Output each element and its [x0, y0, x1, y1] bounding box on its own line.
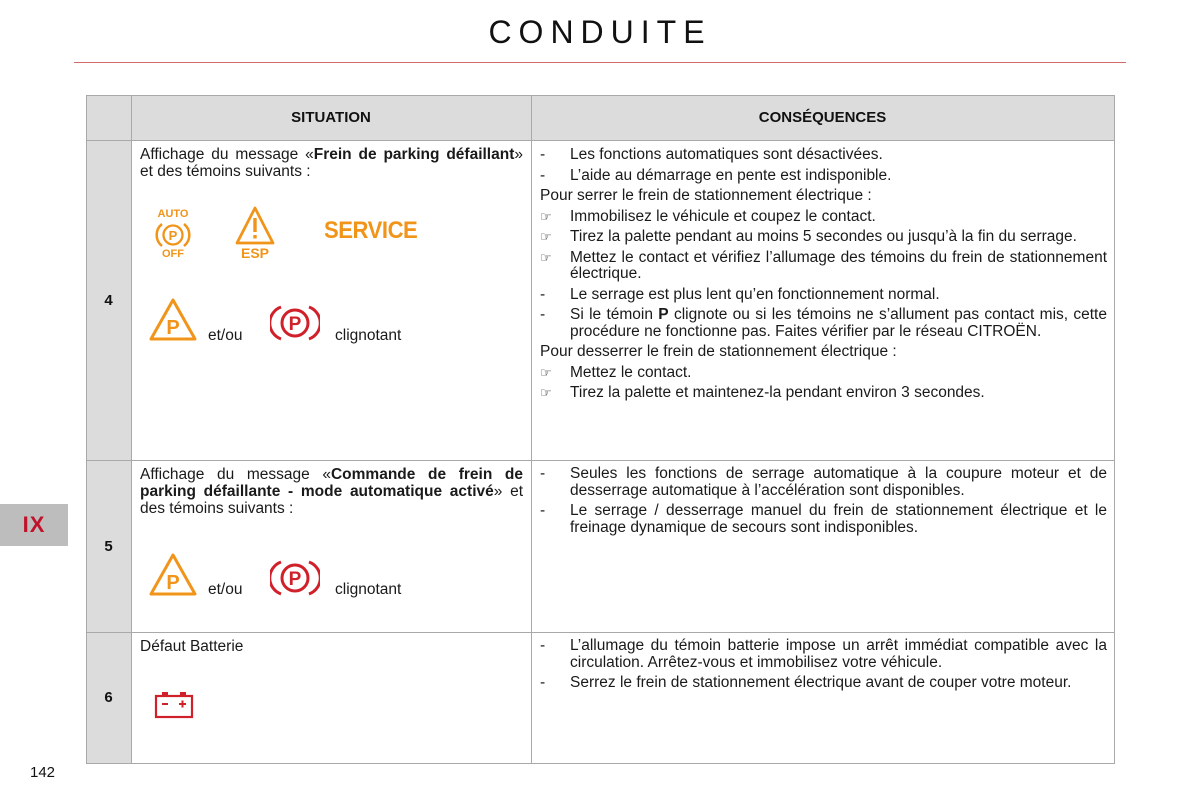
pointing-hand-icon: ☞ — [540, 385, 552, 400]
consequences-4 — [540, 147, 1107, 406]
list-item: - Si le témoin P clignote ou si les témoins ne s’allument pas contact mis, cette procédure ne fonctionne pas. Faites vérifier par le réseau CITROËN. — [540, 306, 1107, 340]
svg-text:P: P — [288, 314, 302, 335]
off-label: OFF — [162, 248, 184, 260]
list-item: - Les fonctions automatiques sont désactivées. — [540, 146, 883, 163]
list-item: - Le serrage est plus lent qu’en fonctionnement normal. — [540, 285, 940, 303]
situation-4-text — [140, 146, 523, 180]
row-number-4: 4 — [104, 292, 113, 309]
svg-text:P: P — [288, 569, 302, 590]
list-item: ☞ Tirez la palette pendant au moins 5 secondes ou jusqu’à la fin du serrage. — [540, 228, 1077, 245]
list-item: ☞ Mettez le contact et vérifiez l’allumage des témoins du frein de stationnement électrique. — [540, 248, 1107, 282]
situation-5-message: Commande de frein de parking défaillante - mode automatique activé — [140, 466, 523, 500]
parking-brake-red-icon — [270, 301, 320, 345]
row-number-5: 5 — [104, 538, 113, 555]
pointing-hand-icon: ☞ — [540, 208, 552, 224]
pointing-hand-icon: ☞ — [540, 229, 552, 244]
chapter-tab: IX — [0, 504, 68, 546]
svg-text:P: P — [166, 317, 180, 339]
row-number-6: 6 — [104, 689, 113, 706]
auto-p-letter: P — [168, 228, 178, 243]
state-blinking: clignotant — [335, 581, 402, 598]
page-title: CONDUITE — [488, 14, 712, 50]
situation-6-text: Défaut Batterie — [140, 638, 244, 655]
parking-warning-triangle-icon — [148, 552, 198, 598]
parking-warning-triangle-icon — [148, 297, 198, 343]
parking-brake-red-icon — [270, 556, 320, 600]
connector-and-or: et/ou — [208, 581, 243, 598]
page-number: 142 — [30, 764, 56, 781]
auto-label: AUTO — [157, 208, 189, 220]
list-item: - Serrez le frein de stationnement électrique avant de couper votre moteur. — [540, 674, 1072, 691]
svg-text:P: P — [166, 572, 180, 594]
situation-4-outro: » et des témoins suivants : — [140, 146, 523, 180]
connector-and-or: et/ou — [208, 327, 243, 344]
situation-5-intro: Affichage du message « — [140, 466, 331, 483]
service-icon: SERVICE — [324, 217, 418, 244]
list-item: - Seules les fonctions de serrage automatique à la coupure moteur et de desserrage automatique à l’accélération sont disponibles. — [540, 465, 1107, 499]
header-consequences: CONSÉQUENCES — [758, 109, 887, 126]
situation-5-outro: » et des témoins suivants : — [140, 483, 523, 517]
list-item: - L’allumage du témoin batterie impose un arrêt immédiat compatible avec la circulation. Arrêtez-vous et immobilisez votre véhicule. — [540, 637, 1107, 671]
consequences-5 — [540, 466, 1107, 540]
subheading: Pour serrer le frein de stationnement électrique : — [540, 187, 872, 204]
auto-p-off-icon — [148, 204, 198, 260]
header-situation: SITUATION — [291, 109, 371, 126]
situation-4-intro: Affichage du message « — [140, 146, 314, 163]
esp-warning-icon — [234, 205, 276, 261]
esp-label: ESP — [240, 245, 270, 261]
state-blinking: clignotant — [335, 327, 402, 344]
list-item: - L’aide au démarrage en pente est indisponible. — [540, 166, 892, 184]
list-item: ☞ Mettez le contact. — [540, 363, 692, 381]
situation-5-text — [140, 466, 523, 517]
subheading: Pour desserrer le frein de stationnement électrique : — [540, 343, 897, 360]
situation-4-message: Frein de parking défaillant — [313, 146, 515, 163]
list-item: ☞ Tirez la palette et maintenez-la pendant environ 3 secondes. — [540, 384, 985, 401]
pointing-hand-icon: ☞ — [540, 249, 552, 265]
list-item: - Le serrage / desserrage manuel du frein de stationnement électrique et le freinage dynamique de secours sont indisponibles. — [540, 502, 1107, 536]
pointing-hand-icon: ☞ — [540, 364, 552, 380]
consequences-6 — [540, 638, 1107, 696]
battery-icon — [154, 690, 196, 720]
list-item: ☞ Immobilisez le véhicule et coupez le contact. — [540, 207, 876, 225]
